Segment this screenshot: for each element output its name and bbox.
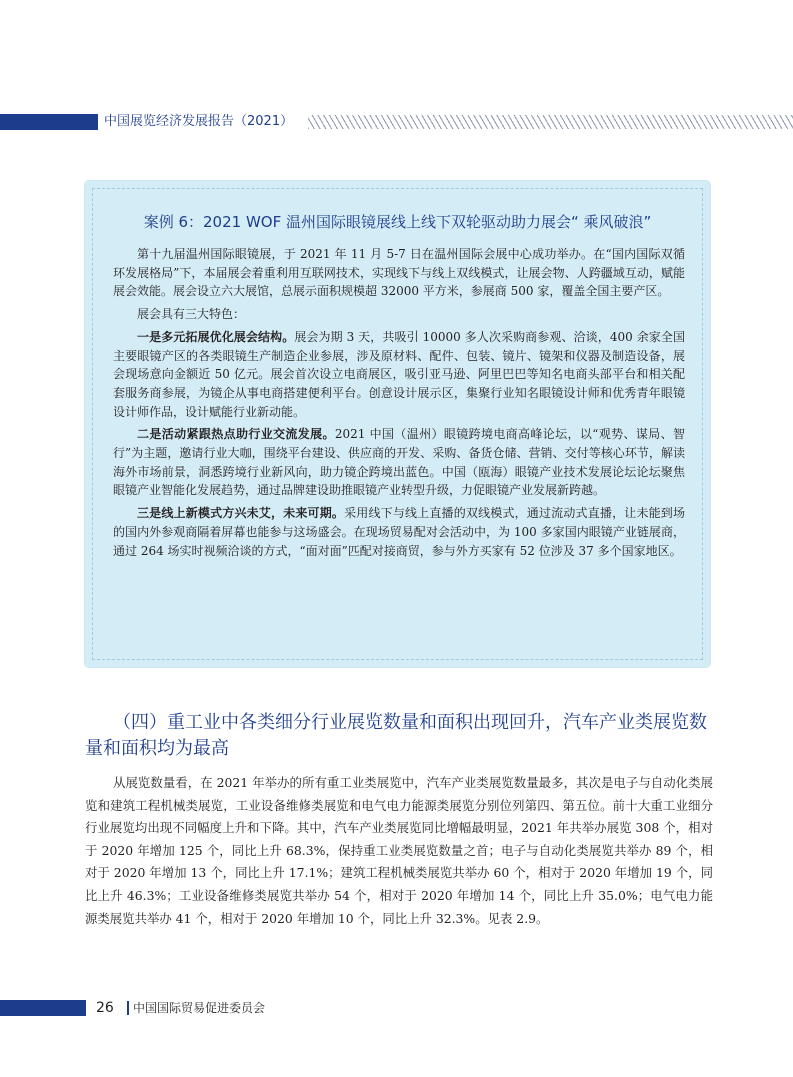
case-body	[113, 245, 685, 562]
footer-organization: 中国国际贸易促进委员会	[133, 1001, 266, 1015]
section-body: 从展览数量看，在 2021 年举办的所有重工业类展览中，汽车产业类展览数量最多，其次是电子与自动化类展览和建筑工程机械类展览，工业设备维修类展览和电气电力能源类展览分别位列第四、第五位。前十大重工业细分行业展览均出现不同幅度上升和下降。其中，汽车产业类展览同比增幅最明显，2021 年共举办展览 308 个，相对于 2020 年增加 125 个，同比上升 68.3%，保持重工业类展览数量之首；电子与自动化类展览共举办 89 个，相对于 2020 年增加 13 个，同比上升 17.1%；建筑工程机械类展览共举办 60 个，相对于 2020 年增加 19 个，同比上升 46.3%；工业设备维修类展览共举办 54 个，相对于 2020 年增加 14 个，同比上升 35.0%；电气电力能源类展览共举办 41 个，相对于 2020 年增加 10 个，同比上升 32.3%。见表 2.9。	[85, 775, 713, 926]
header-title: 中国展览经济发展报告（2021）	[104, 114, 294, 129]
case-feature-2-lead: 二是活动紧跟热点助行业交流发展。	[137, 427, 335, 442]
footer-separator	[127, 1001, 129, 1015]
case-feature-3-lead: 三是线上新模式方兴未艾，未来可期。	[137, 506, 345, 521]
case-feature-1-text: 展会为期 3 天，共吸引 10000 多人次采购商参观、洽谈，400 余家全国主要眼镜产区的各类眼镜生产制造企业参展，涉及原材料、配件、包装、镜片、镜架和仪器及制造设备，展会现场意向金额近 50 亿元。展会首次设立电商展区，吸引亚马逊、阿里巴巴等知名电商头部平台和相关配套服务商参展，为镜企从事电商搭建便利平台。创意设计展示区，集聚行业知名眼镜设计师和优秀青年眼镜设计师作品，设计赋能行业新动能。	[113, 329, 685, 419]
section-heading: （四）重工业中各类细分行业展览数量和面积出现回升，汽车产业类展览数量和面积均为最高	[85, 712, 707, 759]
case-feature-1-lead: 一是多元拓展优化展会结构。	[137, 329, 295, 344]
case-feature-3-text: 采用线下与线上直播的双线模式，通过流动式直播，让未能到场的国内外参观商隔着屏幕也能参与这场盛会。在现场贸易配对会活动中，为 100 多家国内眼镜产业链展商， 通过 264 场实时视频洽谈的方式，“面对面”匹配对接商贸，参与外方买家有 52 位涉及 37 多个国家地区。	[113, 506, 685, 558]
case-paragraph-features: 展会具有三大特色：	[137, 307, 246, 322]
case-paragraph-intro: 第十九届温州国际眼镜展，于 2021 年 11 月 5-7 日在温州国际会展中心成功举办。在“国内国际双循环发展格局”下，本届展会着重利用互联网技术，实现线下与线上双线模式，让展会物、人跨疆域互动，赋能展会效能。展会设立六大展馆，总展示面积规模超 32000 平方米，参展商 500 家，覆盖全国主要产区。	[113, 247, 685, 299]
case-study-box	[85, 181, 710, 667]
case-feature-1	[113, 328, 685, 422]
case-title: 案例 6：2021 WOF 温州国际眼镜展线上线下双轮驱动助力展会“ 乘风破浪”	[143, 213, 652, 231]
footer-bar	[0, 1000, 86, 1016]
header-hatch-decoration	[308, 115, 793, 129]
header-bar	[0, 114, 98, 130]
case-feature-2-text: 2021 中国（温州）眼镜跨境电商高峰论坛，以“观势、谋局、智行”为主题，邀请行业大咖，围绕平台建设、供应商的开发、采购、备货仓储、营销、交付等核心环节，解读海外市场前景，洞悉跨境行业新风向，助力镜企跨境出蓝色。中国（瓯海）眼镜产业技术发展论坛论坛聚焦眼镜产业智能化发展趋势，通过品牌建设助推眼镜产业转型升级，力促眼镜产业发展新跨越。	[113, 427, 685, 498]
case-feature-2	[113, 425, 685, 500]
case-feature-3	[113, 504, 685, 560]
page-number: 26	[96, 1000, 114, 1016]
